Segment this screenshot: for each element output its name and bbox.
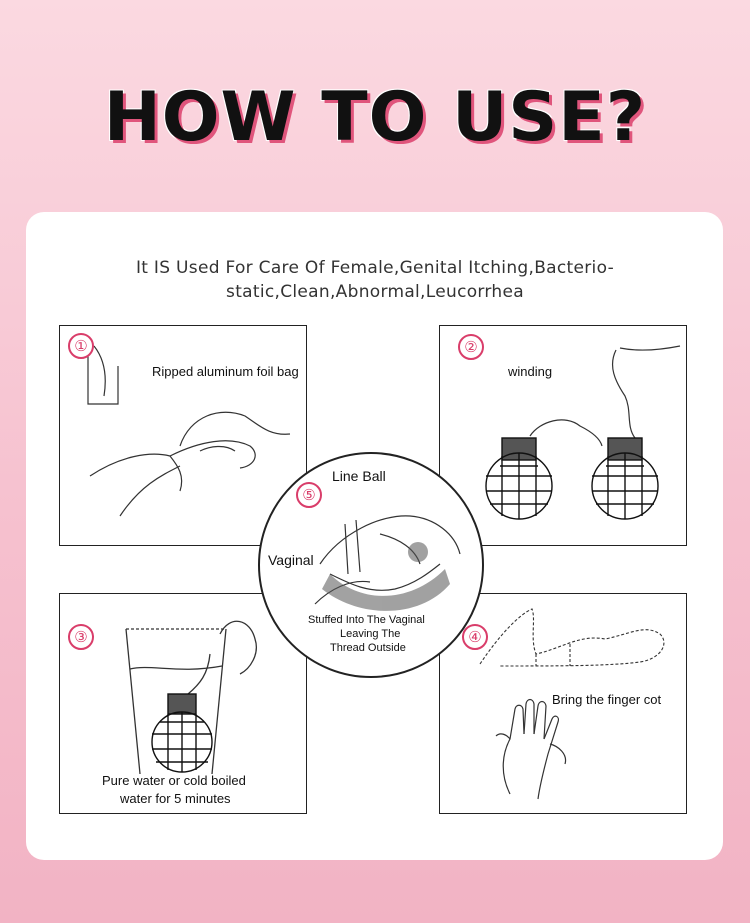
step-3-number: ③ — [68, 624, 94, 650]
bulb-right — [592, 438, 658, 519]
bulb-left — [486, 438, 552, 519]
winding-illustration — [440, 326, 686, 545]
line-ball-label: Line Ball — [332, 468, 386, 484]
step-5-number: ⑤ — [296, 482, 322, 508]
step-5-caption-line3: Thread Outside — [330, 642, 406, 654]
step-5-caption-line1: Stuffed Into The Vaginal — [308, 614, 425, 626]
step-2-number: ② — [458, 334, 484, 360]
step-4-number: ④ — [462, 624, 488, 650]
step-5-circle — [258, 452, 484, 678]
step-3-caption-line2: water for 5 minutes — [120, 791, 231, 806]
intro-text: It IS Used For Care Of Female,Genital Itching,Bacterio-static,Clean,Abnormal,Leucorrhea — [135, 258, 615, 302]
step-1-caption: Ripped aluminum foil bag — [152, 364, 299, 379]
step-3-caption-line1: Pure water or cold boiled — [102, 773, 246, 788]
step-2-caption: winding — [508, 364, 553, 379]
step-2-panel — [439, 325, 687, 546]
foil-bag-illustration — [60, 326, 306, 545]
step-5-caption-line2: Leaving The — [340, 628, 401, 640]
step-4-caption: Bring the finger cot — [552, 692, 662, 707]
page-title: HOW TO USE? — [103, 78, 647, 157]
vaginal-label: Vaginal — [268, 552, 314, 568]
step-1-number: ① — [68, 333, 94, 359]
step-4-panel — [439, 593, 687, 814]
step-3-panel — [59, 593, 307, 814]
bulb-in-water — [152, 694, 212, 772]
